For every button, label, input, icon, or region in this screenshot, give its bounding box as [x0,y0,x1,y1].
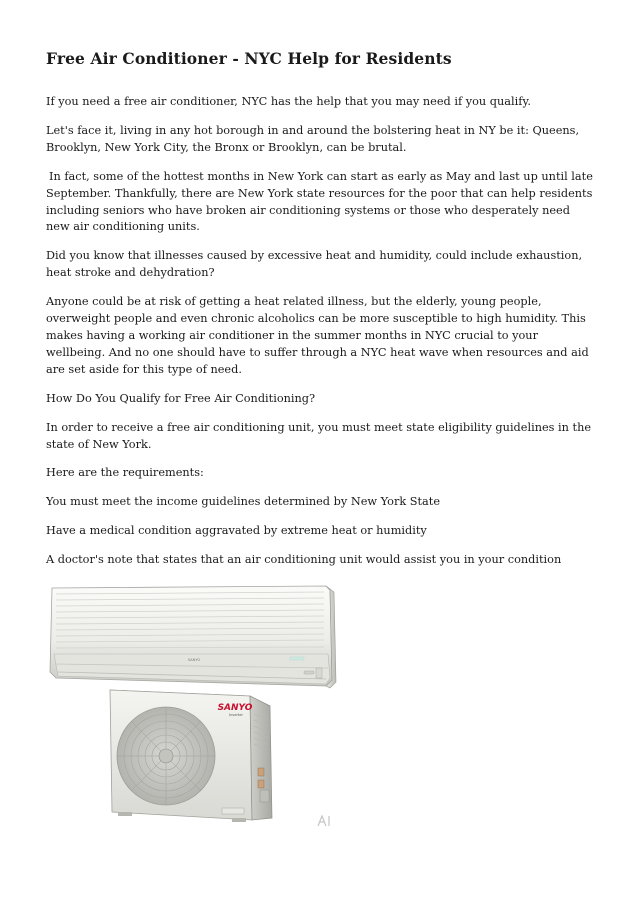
fan-grille-icon [117,707,215,805]
requirement-income: You must meet the income guidelines determined by New York State [46,495,441,509]
requirement-medical: Have a medical condition aggravated by extreme heat or humidity [46,524,427,538]
air-conditioner-illustration [46,584,338,836]
paragraph-boroughs: Let's face it, living in any hot borough in and around the bolstering heat in NY be it: Queens, Brooklyn, New York City, the Bronx or Brooklyn, can be brutal. [46,123,580,154]
indoor-unit [50,586,336,688]
paragraph-eligibility: In order to receive a free air conditioning unit, you must meet state eligibility guidelines in the state of New York. [46,420,592,451]
document-title: Free Air Conditioner - NYC Help for Residents [46,49,452,68]
paragraph-qualify-heading: How Do You Qualify for Free Air Conditioning? [46,391,316,405]
outdoor-unit [110,690,272,822]
outdoor-subtitle: Inverter [229,713,243,717]
paragraph-illnesses: Did you know that illnesses caused by excessive heat and humidity, could include exhaustion, heat stroke and dehydration? [46,249,583,280]
indoor-brand-label: SANYO [187,658,201,662]
paragraph-risk: Anyone could be at risk of getting a heat related illness, but the elderly, young people, overweight people and even chronic alcoholics can be more susceptible to high humidity. This makes having a working air conditioner in the summer months in NYC crucial to your wellbeing. And no one should have to suffer through a NYC heat wave when resources and aid are set aside for this type of need. [46,295,589,376]
paragraph-requirements: Here are the requirements: [46,466,204,480]
paragraph-hot-months: In fact, some of the hottest months in New York can start as early as May and last up until late September. Thankfully, there are New York state resources for the poor that can help residents including seniors who have broken air conditioning systems or those who desperately need new air conditioning units. [46,169,593,234]
paragraph-intro: If you need a free air conditioner, NYC has the help that you may need if you qualify. [46,95,531,108]
requirement-doctor-note: A doctor's note that states that an air conditioning unit would assist you in your condition [46,553,562,567]
watermark-icon [318,816,329,826]
outdoor-brand-logo: SANYO [217,703,253,713]
indicator-light-icon [290,657,304,660]
document-body [46,48,594,581]
air-conditioner-image [46,584,338,836]
